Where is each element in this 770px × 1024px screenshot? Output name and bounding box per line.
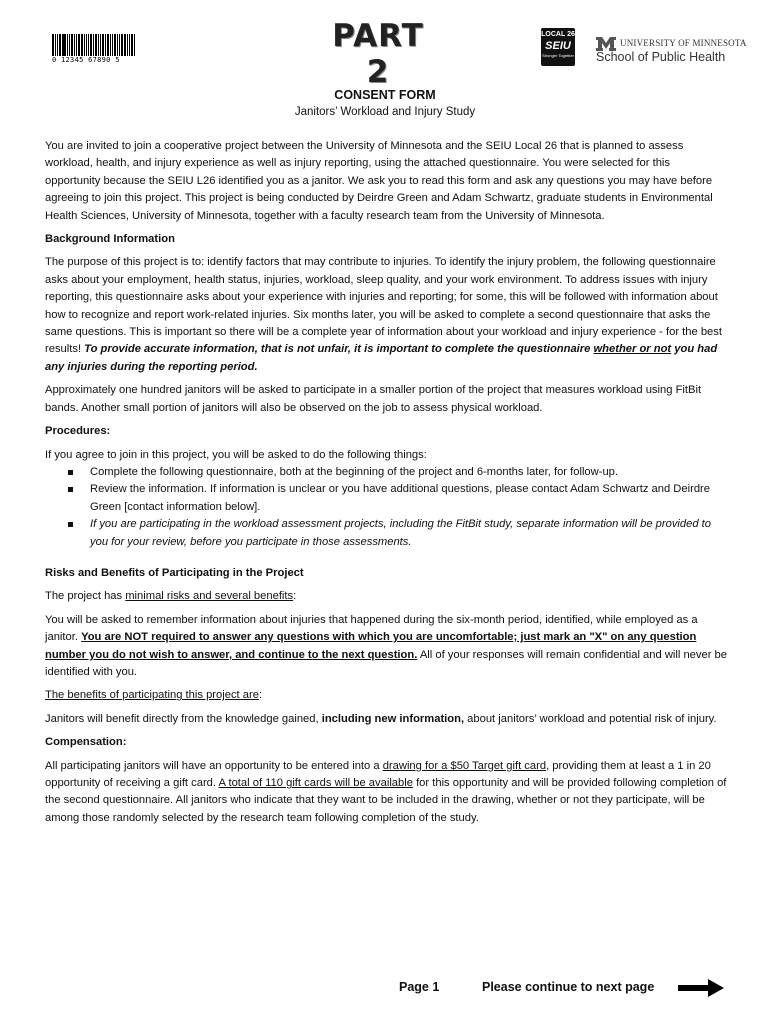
- barcode-bar: [88, 34, 89, 56]
- barcode-bar: [71, 34, 73, 56]
- barcode-bar: [74, 34, 75, 56]
- procedure-item: Review the information. If information is unclear or you have additional questions, please contact Adam Schwartz and Deirdre Green [contact information below].: [90, 481, 727, 516]
- barcode-bar: [90, 34, 92, 56]
- barcode-bars: [52, 34, 136, 56]
- barcode-bar: [100, 34, 101, 56]
- form-body: [45, 138, 727, 833]
- procedures-list: [45, 464, 727, 551]
- background-text: The purpose of this project is to: identify factors that may contribute to injuries. To identify the injury problem, the following questionnaire asks about your employment, health status, injuries, workload, sleep quality, and your work environment. To address issues with injury reporting, this questionnaire asks about your experience with injuries and reporting; for some, this will be followed with information about how to recognize and report work-related injuries. Six months later, you will be asked to complete a second questionnaire that asks the same questions. This is important so there will be a complete year of information about your workload and injury experience - for the best results!: [45, 256, 722, 356]
- background-emphasis-start: To provide accurate information, that is not unfair, it is important to complete the questionnaire: [84, 343, 591, 356]
- background-emphasis-end: you had any injuries during the reporting period.: [45, 343, 718, 373]
- seiu-logo-tagline: Stronger Together: [542, 53, 574, 58]
- barcode-bar: [134, 34, 135, 56]
- umn-school-of-public-health-logo: [596, 36, 747, 66]
- compensation-text-2: , providing them at least a 1 in 20 opportunity of receiving a gift card.: [45, 759, 711, 789]
- continue-label: Please continue to next page: [482, 980, 655, 994]
- barcode-bar: [69, 34, 70, 56]
- barcode-bar: [102, 34, 105, 56]
- barcode-bar: [76, 34, 77, 56]
- barcode-bar: [110, 34, 111, 56]
- barcode-digits: 0 12345 67890 5: [52, 56, 120, 64]
- risks-paragraph-1: [45, 588, 727, 605]
- compensation-gift-card-drawing: drawing for a $50 Target gift card: [382, 759, 547, 772]
- compensation-text-1: All participating janitors will have an opportunity to be entered into a: [45, 759, 380, 772]
- barcode-bar: [127, 34, 128, 56]
- umn-m-icon: [596, 37, 616, 51]
- seiu-local-26-logo: [541, 28, 575, 66]
- barcode-bar: [57, 34, 58, 56]
- benefits-heading-line: [45, 687, 727, 704]
- form-title: CONSENT FORM: [334, 88, 436, 102]
- procedure-item: If you are participating in the workload assessment projects, including the FitBit study, separate information will be provided to you for your review, before you participate in those assessments.: [90, 516, 727, 551]
- barcode-bar: [95, 34, 97, 56]
- background-paragraph: [45, 254, 727, 376]
- background-emphasis-underlined: whether or not: [593, 343, 672, 356]
- form-subtitle: Janitors’ Workload and Injury Study: [294, 106, 476, 118]
- risks-p1-underlined: minimal risks and several benefits: [125, 590, 294, 603]
- compensation-text-3: for this opportunity and will be provided following completion of the second questionnaire. All janitors who indicate that they want to be included in the drawing, whether or not they participate, will be among those randomly selected by the research team following completion of the study.: [45, 777, 727, 824]
- procedure-item: Complete the following questionnaire, both at the beginning of the project and 6-months later, for follow-up.: [90, 464, 727, 481]
- risks-p2-emphasis: You are NOT required to answer any questions with which you are uncomfortable; just mark an "X" on any question number you do not wish to answer, and continue to the next question.: [45, 631, 697, 661]
- barcode-bar: [114, 34, 116, 56]
- barcode-bar: [117, 34, 118, 56]
- barcode-bar: [107, 34, 109, 56]
- barcode-bar: [105, 34, 106, 56]
- risks-heading: Risks and Benefits of Participating in the Project: [45, 566, 304, 579]
- risks-p1-start: The project has: [45, 590, 123, 603]
- barcode: [52, 34, 136, 64]
- background-heading: Background Information: [45, 233, 175, 246]
- barcode-bar: [81, 34, 84, 56]
- barcode-bar: [59, 34, 61, 56]
- fitbit-paragraph: Approximately one hundred janitors will be asked to participate in a smaller portion of the project that measures workload using FitBit bands. Another small portion of janitors will also be observed on the job to assess physical workload.: [45, 384, 702, 414]
- umn-university-name: UNIVERSITY OF MINNESOTA: [620, 38, 747, 48]
- benefits-end: about janitors’ workload and potential risk of injury.: [467, 712, 717, 725]
- barcode-bar: [112, 34, 113, 56]
- benefits-colon: :: [258, 689, 263, 702]
- barcode-bar: [124, 34, 127, 56]
- part-title: PART 2: [332, 18, 424, 90]
- barcode-bar: [67, 34, 68, 56]
- risks-p2-start: You will be asked to remember information about injuries that happened during the six-month period, identified, while employed as a janitor.: [45, 613, 698, 644]
- compensation-heading: Compensation:: [45, 736, 127, 749]
- benefits-heading: The benefits of participating this project are: [45, 689, 259, 702]
- barcode-bar: [63, 34, 66, 56]
- risks-p1-end: :: [293, 590, 297, 603]
- intro-paragraph: You are invited to join a cooperative project between the University of Minnesota and the SEIU Local 26 that is planned to assess workload, health, and injury experience as well as injury reporting, using the attached questionnaire. You were selected for this opportunity because the SEIU L26 identified you as a janitor. We ask you to read this form and ask any questions you may have before agreeing to join this project. This project is being conducted by Deirdre Green and Adam Schwartz, graduate students in Environmental Health Sciences, University of Minnesota, together with a faculty research team from the University of Minnesota.: [45, 140, 713, 222]
- compensation-paragraph: [45, 758, 727, 828]
- procedures-heading: Procedures:: [45, 425, 111, 438]
- risks-p2-end: All of your responses will remain confidential and will never be identified with you.: [45, 648, 727, 678]
- barcode-bar: [86, 34, 87, 56]
- benefits-paragraph: [45, 711, 727, 728]
- procedures-intro: If you agree to join in this project, you will be asked to do the following things:: [45, 448, 427, 461]
- barcode-bar: [131, 34, 133, 56]
- page-number: Page 1: [399, 980, 440, 994]
- barcode-bar: [129, 34, 130, 56]
- barcode-bar: [93, 34, 94, 56]
- seiu-logo-name: SEIU: [545, 40, 571, 52]
- barcode-bar: [52, 34, 54, 56]
- barcode-bar: [62, 34, 63, 56]
- barcode-bar: [55, 34, 56, 56]
- compensation-total-cards: A total of 110 gift cards will be available: [218, 777, 413, 789]
- risks-paragraph-2: [45, 612, 727, 682]
- barcode-bar: [78, 34, 80, 56]
- barcode-bar: [98, 34, 99, 56]
- benefits-bold: including new information,: [321, 712, 465, 725]
- barcode-bar: [119, 34, 120, 56]
- seiu-logo-local: LOCAL 26: [541, 31, 575, 38]
- barcode-bar: [121, 34, 123, 56]
- barcode-bar: [84, 34, 85, 56]
- arrow-right-icon: [678, 979, 724, 997]
- umn-school-name: School of Public Health: [596, 50, 726, 64]
- benefits-start: Janitors will benefit directly from the knowledge gained,: [45, 712, 319, 725]
